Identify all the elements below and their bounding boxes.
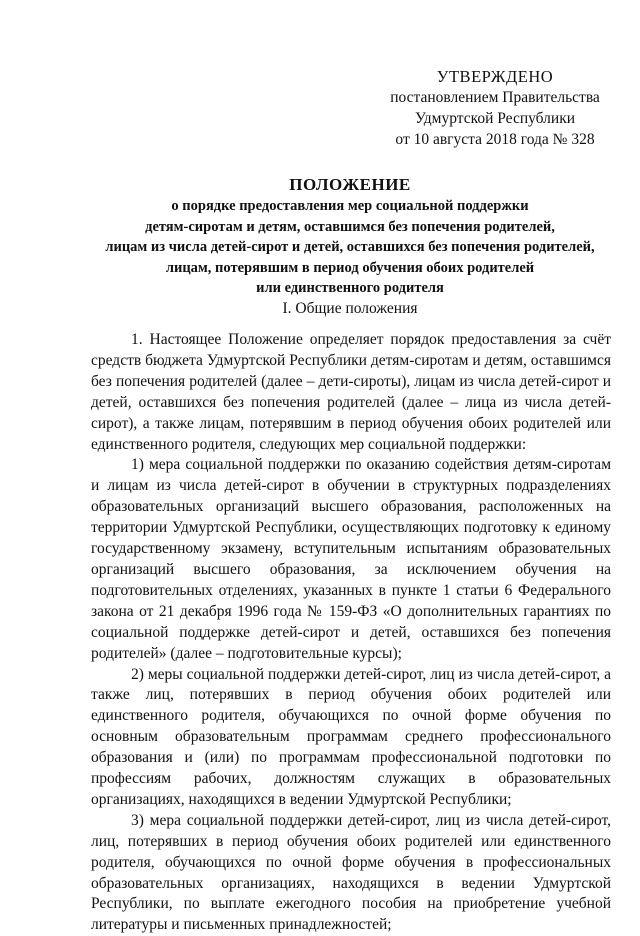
document-title-line: лицам, потерявшим в период обучения обоих родителей: [165, 259, 535, 276]
approval-title: УТВЕРЖДЕНО: [436, 67, 554, 86]
document-title-line: детям-сиротам и детям, оставшимся без попечения родителей,: [145, 218, 555, 235]
approval-line-2: Удмуртской Республики: [414, 110, 576, 127]
document-title-line: или единственного родителя: [256, 280, 444, 296]
approval-line-3: от 10 августа 2018 года № 328: [395, 131, 595, 148]
document-title-main: ПОЛОЖЕНИЕ: [289, 175, 411, 194]
paragraph: 2) меры социальной поддержки детей-сирот, лиц из числа детей-сирот, а также лиц, потерявших в период обучения обоих родителей или единственного родителя, обучающихся по очной форме обучения по основным образовательным программам среднего профессионального образования и (или) по программам профессиональной подготовки по профессиям рабочих, должностям служащих в образовательных организациях, находящихся в ведении Удмуртской Республики;: [91, 665, 611, 808]
paragraph: 1) мера социальной поддержки по оказанию содействия детям-сиротам и лицам из числа детей-сирот в обучении в структурных подразделениях образовательных организаций высшего образования, расположенных на территории Удмуртской Республики, осуществляющих подготовку к единому государственному экзамену, вступительным испытаниям образовательных организаций высшего образования, за исключением обучения на подготовительных отделениях, указанных в пункте 1 статьи 6 Федерального закона от 21 декабря 1996 года № 159-ФЗ «О дополнительных гарантиях по социальной поддержке детей-сирот и детей, оставшихся без попечения родителей» (далее – подготовительные курсы);: [91, 456, 611, 662]
document-title-line: о порядке предоставления мер социальной поддержки: [171, 198, 529, 214]
document-title: [60, 174, 640, 299]
paragraph: 3) мера социальной поддержки детей-сирот, лиц из числа детей-сирот, лиц, потерявших в период обучения обоих родителей или единственного родителя, обучающихся по очной форме обучения в профессиональных образовательных организациях, находящихся в ведении Удмуртской Республики, по выплате ежегодного пособия на приобретение учебной литературы и письменных принадлежностей;: [91, 811, 611, 934]
document-title-line: лицам из числа детей-сирот и детей, оставшихся без попечения родителей,: [105, 239, 595, 255]
approval-line-1: постановлением Правительства: [390, 89, 600, 106]
paragraph: 1. Настоящее Положение определяет порядок предоставления за счёт средств бюджета Удмуртской Республики детям-сиротам и детям, оставшимся без попечения родителей (далее – дети-сироты), лицам из числа детей-сирот и детей, оставшихся без попечения родителей (далее – лица из числа детей-сирот), а также лицам, потерявшим в период обучения обоих родителей или единственного родителя, следующих мер социальной поддержки:: [91, 331, 611, 453]
section-heading: I. Общие положения: [282, 300, 418, 317]
approval-stamp: [380, 66, 610, 150]
document-body: [91, 330, 611, 936]
